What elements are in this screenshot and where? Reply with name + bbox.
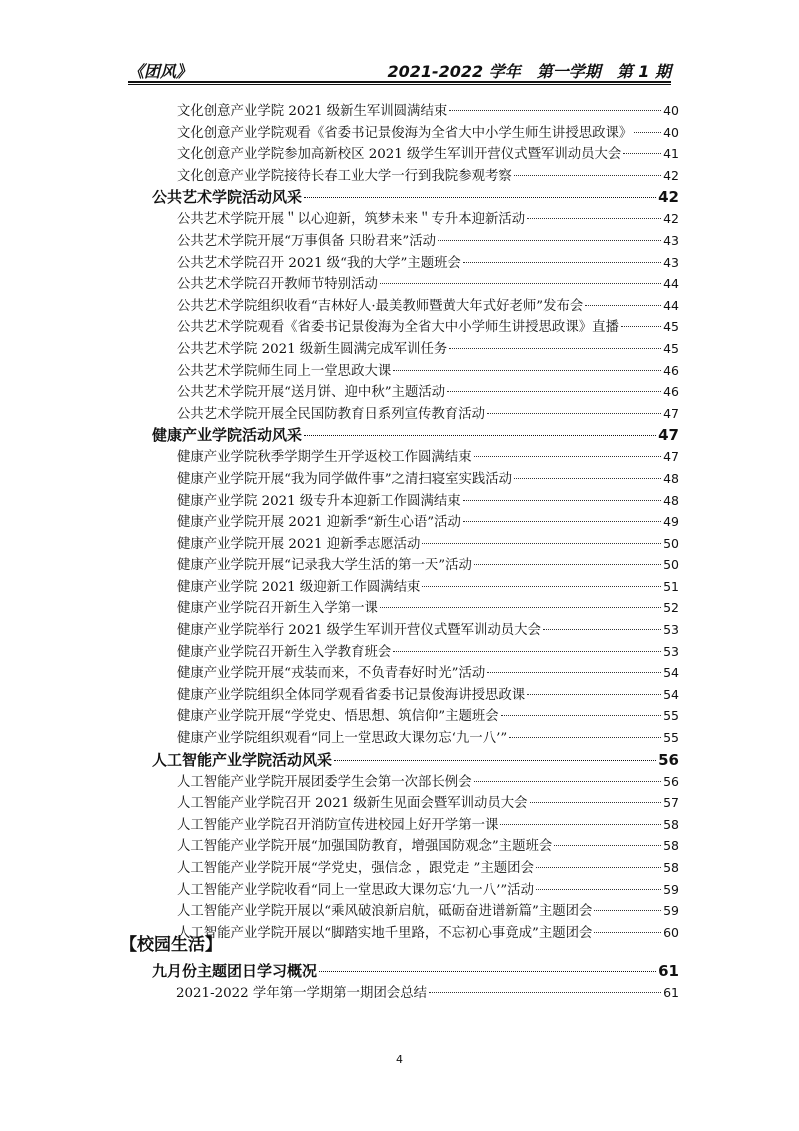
toc-title: 公共艺术学院召开 2021 级“我的大学”主题班会	[177, 255, 461, 271]
toc-page-number: 41	[663, 146, 679, 162]
toc-page-number: 43	[663, 254, 679, 270]
toc-title: 文化创意产业学院接待长春工业大学一行到我院参观考察	[177, 168, 512, 184]
toc-page-number: 51	[663, 578, 679, 594]
dot-leader	[543, 629, 661, 630]
dot-leader	[463, 262, 661, 263]
toc-title: 文化创意产业学院观看《省委书记景俊海为全省大中小学生师生讲授思政课》	[177, 125, 633, 141]
toc-page-number: 50	[663, 557, 679, 573]
toc-title: 人工智能产业学院召开消防宣传进校园上好开学第一课	[177, 817, 499, 833]
toc-entry[interactable]	[152, 122, 679, 144]
dot-leader	[463, 521, 661, 522]
toc-page-number: 47	[663, 449, 679, 465]
toc-page-number: 60	[663, 924, 679, 940]
toc-title: 健康产业学院 2021 级专升本迎新工作圆满结束	[177, 493, 461, 509]
toc-page-number: 48	[663, 492, 679, 508]
toc-entry[interactable]	[152, 252, 679, 274]
toc-page-number: 57	[663, 795, 679, 811]
toc-entry[interactable]	[152, 338, 679, 360]
dot-leader	[380, 283, 661, 284]
toc-entry[interactable]	[152, 982, 679, 1004]
toc-entry[interactable]	[152, 705, 679, 727]
toc-title: 健康产业学院开展 2021 迎新季“新生心语”活动	[177, 515, 461, 531]
table-of-contents	[152, 100, 679, 943]
dot-leader	[621, 326, 661, 327]
toc-title: 健康产业学院开展“我为同学做件事”之清扫寝室实践活动	[177, 471, 513, 487]
toc-title: 健康产业学院 2021 级迎新工作圆满结束	[177, 579, 421, 595]
toc-title: 公共艺术学院师生同上一堂思政大课	[177, 363, 392, 379]
toc-entry[interactable]	[152, 771, 679, 793]
toc-title: 健康产业学院秋季学期学生开学返校工作圆满结束	[177, 450, 472, 466]
dot-leader	[554, 845, 661, 846]
dot-leader	[527, 218, 661, 219]
toc-entry[interactable]	[152, 511, 679, 533]
toc-page-number: 58	[663, 816, 679, 832]
dot-leader	[500, 824, 661, 825]
dot-leader	[474, 456, 662, 457]
toc-title: 公共艺术学院开展“送月饼、迎中秋”主题活动	[177, 385, 446, 401]
toc-page-number: 59	[663, 903, 679, 919]
dot-leader	[474, 564, 661, 565]
dot-leader	[634, 132, 661, 133]
toc-title: 健康产业学院组织全体同学观看省委书记景俊海讲授思政课	[177, 687, 526, 703]
dot-leader	[393, 651, 661, 652]
dot-leader	[487, 413, 661, 414]
toc-page-number: 43	[663, 232, 679, 248]
toc-entry[interactable]	[152, 900, 679, 922]
toc-page-number: 61	[658, 962, 679, 980]
toc-title: 健康产业学院开展“记录我大学生活的第一天”活动	[177, 558, 472, 574]
toc-entry[interactable]	[152, 641, 679, 663]
toc-title: 人工智能产业学院收看“同上一堂思政大课勿忘‘九一八’”活动	[177, 882, 534, 898]
dot-leader	[474, 781, 662, 782]
dot-leader	[422, 586, 661, 587]
dot-leader	[623, 153, 661, 154]
dot-leader	[380, 607, 661, 608]
toc-entry[interactable]	[152, 360, 679, 382]
toc-title: 公共艺术学院组织收看“吉林好人·最美教师暨黄大年式好老师”发布会	[177, 298, 584, 314]
toc-entry[interactable]	[152, 468, 679, 490]
toc-page-number: 58	[663, 838, 679, 854]
toc-entry[interactable]	[152, 619, 679, 641]
toc-page-number: 40	[663, 124, 679, 140]
toc-page-number: 59	[663, 881, 679, 897]
toc-entry[interactable]	[152, 727, 679, 749]
toc-entry[interactable]	[152, 295, 679, 317]
toc-entry[interactable]	[152, 879, 679, 901]
dot-leader	[393, 370, 661, 371]
toc-page-number: 52	[663, 600, 679, 616]
table-of-contents-continued	[152, 960, 679, 1004]
toc-page-number: 45	[663, 319, 679, 335]
toc-entry[interactable]	[152, 533, 679, 555]
toc-page-number: 53	[663, 622, 679, 638]
toc-entry[interactable]	[152, 208, 679, 230]
toc-entry[interactable]	[152, 446, 679, 468]
dot-leader	[514, 175, 661, 176]
toc-title: 健康产业学院活动风采	[152, 426, 303, 445]
toc-page-number: 49	[663, 514, 679, 530]
dot-leader	[304, 197, 656, 198]
toc-page-number: 58	[663, 860, 679, 875]
toc-page-number: 44	[663, 276, 679, 292]
dot-leader	[536, 889, 661, 890]
toc-page-number: 42	[663, 211, 679, 227]
toc-entry[interactable]	[152, 143, 679, 165]
toc-title: 九月份主题团日学习概况	[152, 962, 318, 980]
toc-page-number: 46	[663, 362, 679, 378]
toc-entry[interactable]	[152, 792, 679, 814]
toc-entry[interactable]	[152, 554, 679, 576]
dot-leader	[487, 672, 661, 673]
dot-leader	[334, 760, 656, 761]
toc-entry[interactable]	[152, 597, 679, 619]
dot-leader	[319, 971, 656, 972]
header-rule	[128, 81, 671, 83]
toc-page-number: 47	[663, 405, 679, 421]
dot-leader	[438, 240, 661, 241]
page-number: 4	[396, 1053, 403, 1066]
toc-title: 人工智能产业学院开展以“脚踏实地千里路，不忘初心事竟成”主题团会	[177, 925, 593, 941]
toc-entry[interactable]	[152, 381, 679, 403]
toc-page-number: 45	[663, 340, 679, 356]
toc-page-number: 54	[663, 665, 679, 681]
dot-leader	[527, 694, 661, 695]
toc-entry[interactable]	[152, 403, 679, 425]
toc-title: 人工智能产业学院开展以“乘风破浪新启航，砥砺奋进谱新篇”主题团会	[177, 904, 593, 920]
toc-entry[interactable]	[152, 230, 679, 252]
toc-entry[interactable]	[152, 273, 679, 295]
toc-page-number: 48	[663, 470, 679, 486]
toc-title: 文化创意产业学院 2021 级新生军训圆满结束	[177, 104, 448, 119]
toc-title: 健康产业学院组织观看“同上一堂思政大课勿忘‘九一八’”	[177, 731, 508, 747]
toc-page-number: 53	[663, 643, 679, 659]
dot-leader	[594, 910, 661, 911]
toc-title: 人工智能产业学院活动风采	[152, 750, 333, 769]
toc-title: 公共艺术学院观看《省委书记景俊海为全省大中小学师生讲授思政课》直播	[177, 320, 619, 336]
dot-leader	[536, 867, 661, 868]
dot-leader	[585, 305, 661, 306]
toc-page-number: 55	[663, 708, 679, 724]
toc-entry[interactable]	[152, 857, 679, 879]
toc-title: 文化创意产业学院参加高新校区 2021 级学生军训开营仪式暨军训动员大会	[177, 147, 622, 163]
toc-entry[interactable]	[152, 490, 679, 512]
dot-leader	[304, 435, 656, 436]
toc-page-number: 42	[658, 188, 679, 207]
toc-title: 公共艺术学院召开教师节特别活动	[177, 277, 378, 293]
toc-title: 公共艺术学院开展全民国防教育日系列宣传教育活动	[177, 406, 485, 422]
toc-title: 健康产业学院开展“戎装而来，不负青春好时光”活动	[177, 666, 486, 682]
toc-title: 健康产业学院召开新生入学教育班会	[177, 644, 392, 660]
dot-leader	[449, 110, 661, 111]
toc-title: 2021-2022 学年第一学期第一期团会总结	[176, 986, 428, 1001]
toc-title: 健康产业学院举行 2021 级学生军训开营仪式暨军训动员大会	[177, 623, 541, 639]
toc-section[interactable]	[152, 424, 679, 446]
toc-title: 公共艺术学院 2021 级新生圆满完成军训任务	[177, 341, 448, 357]
toc-entry[interactable]	[152, 922, 679, 944]
toc-entry[interactable]	[152, 576, 679, 598]
dot-leader	[509, 737, 661, 738]
toc-entry[interactable]	[152, 100, 679, 122]
header-rule-thin	[128, 84, 671, 85]
toc-page-number: 55	[663, 730, 679, 746]
dot-leader	[514, 478, 661, 479]
dot-leader	[449, 348, 661, 349]
toc-page-number: 54	[663, 686, 679, 702]
issue-info: 2021-2022 学年 第一学期 第 1 期	[387, 62, 671, 81]
dot-leader	[594, 932, 661, 933]
running-header	[128, 59, 671, 81]
dot-leader	[429, 992, 661, 993]
dot-leader	[501, 715, 661, 716]
toc-entry[interactable]	[152, 662, 679, 684]
toc-page-number: 40	[663, 103, 679, 118]
toc-section[interactable]	[152, 749, 679, 771]
toc-page-number: 46	[663, 384, 679, 400]
toc-page-number: 47	[658, 426, 679, 445]
toc-page-number: 56	[663, 773, 679, 789]
toc-title: 人工智能产业学院开展“学党史，强信念 ，跟党走 ”主题团会	[177, 861, 534, 876]
toc-title: 公共艺术学院开展＂以心迎新，筑梦未来＂专升本迎新活动	[177, 212, 526, 228]
toc-section[interactable]	[152, 186, 679, 208]
toc-title: 公共艺术学院活动风采	[152, 188, 303, 207]
toc-section[interactable]	[152, 960, 679, 982]
toc-entry[interactable]	[152, 835, 679, 857]
toc-title: 人工智能产业学院开展团委学生会第一次部长例会	[177, 774, 472, 790]
toc-title: 健康产业学院开展“学党史、悟思想、筑信仰”主题班会	[177, 709, 499, 725]
dot-leader	[447, 391, 661, 392]
toc-page-number: 42	[663, 167, 679, 183]
dot-leader	[530, 802, 662, 803]
toc-entry[interactable]	[152, 316, 679, 338]
toc-title: 人工智能产业学院召开 2021 级新生见面会暨军训动员大会	[177, 796, 528, 812]
toc-title: 人工智能产业学院开展“加强国防教育，增强国防观念”主题班会	[177, 839, 553, 855]
toc-page-number: 44	[663, 297, 679, 313]
toc-title: 健康产业学院开展 2021 迎新季志愿活动	[177, 536, 421, 552]
toc-page-number: 56	[658, 750, 679, 769]
part-heading: 【校园生活】	[120, 935, 222, 955]
toc-page-number: 50	[663, 535, 679, 551]
toc-title: 公共艺术学院开展“万事俱备 只盼君来”活动	[177, 233, 436, 249]
toc-page-number: 61	[663, 985, 679, 1000]
toc-entry[interactable]	[152, 165, 679, 187]
toc-title: 健康产业学院召开新生入学第一课	[177, 601, 378, 617]
toc-entry[interactable]	[152, 814, 679, 836]
dot-leader	[422, 543, 661, 544]
dot-leader	[463, 500, 661, 501]
toc-entry[interactable]	[152, 684, 679, 706]
journal-title: 《团风》	[128, 62, 193, 81]
